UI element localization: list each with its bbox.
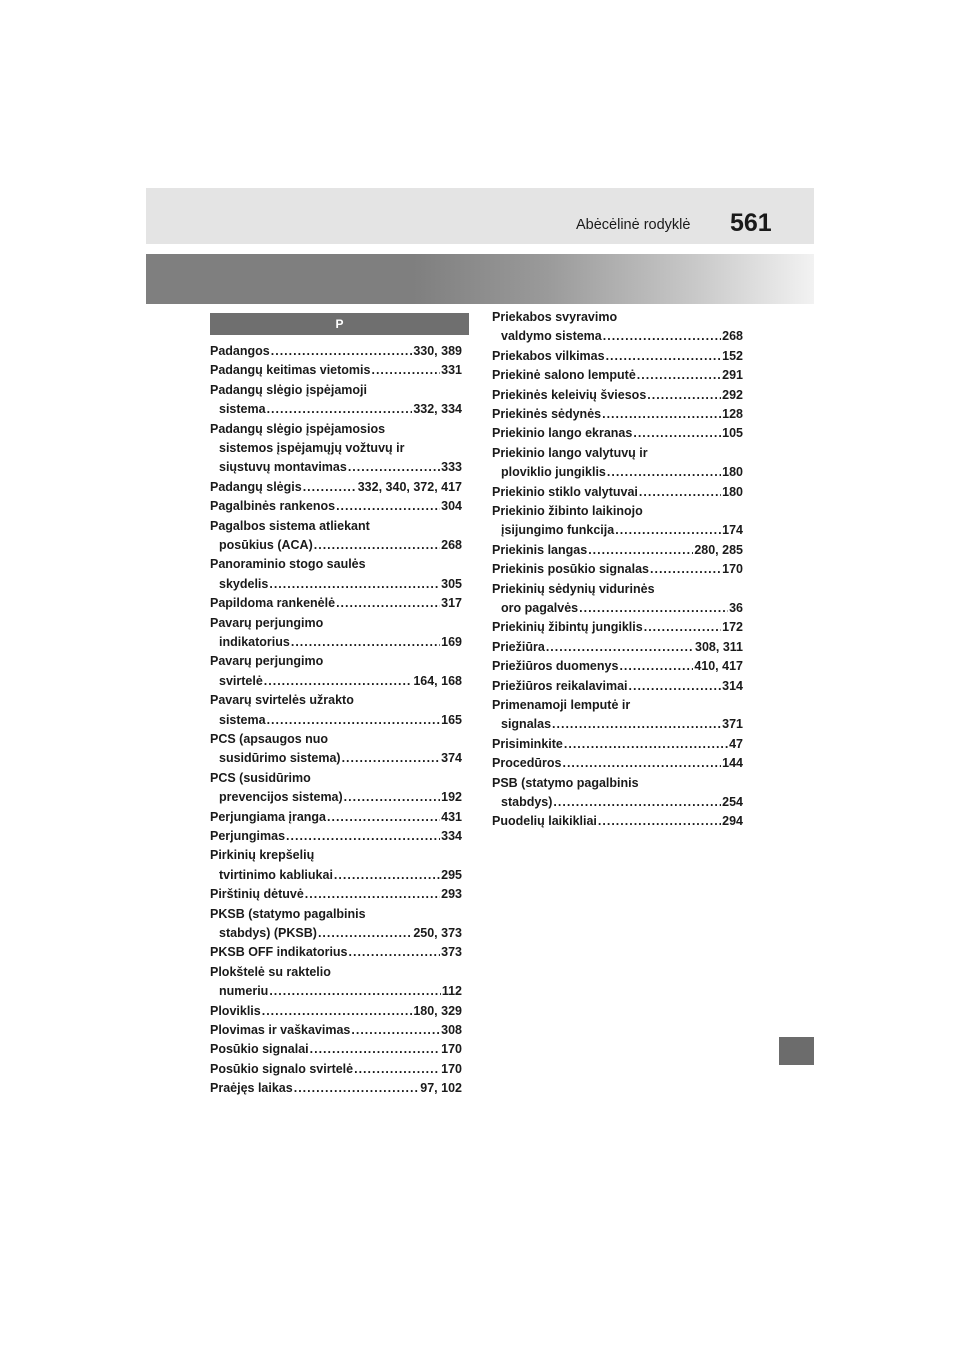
index-entry-line <box>210 1040 462 1059</box>
index-entry-pages: 332, 340, 372, 417 <box>357 479 462 494</box>
index-entry-term: Padangos <box>210 344 270 358</box>
dot-leader <box>607 463 721 482</box>
index-entry-term: Posūkio signalo svirtelė <box>210 1061 354 1076</box>
index-entry-pages: 295 <box>441 867 462 882</box>
dot-leader <box>562 754 721 773</box>
index-entry-line <box>210 885 462 904</box>
index-entry-pages: 192 <box>441 790 462 805</box>
index-entry-term-line: Priekabos svyravimo <box>492 310 618 324</box>
index-entry-term: sistema <box>219 402 266 417</box>
dot-leader <box>349 943 441 962</box>
index-entry-term-line: Plokštelė su raktelio <box>210 964 331 979</box>
index-entry-line <box>501 793 743 812</box>
page-number: 561 <box>730 209 772 237</box>
index-entry-term: signalas <box>501 717 552 732</box>
index-entry-term-line: Panoraminio stogo saulės <box>210 557 366 572</box>
index-entry-line <box>219 982 462 1001</box>
dot-leader <box>303 478 357 497</box>
dot-leader <box>342 749 441 768</box>
index-entry-term: Priekinio stiklo valytuvai <box>492 484 638 499</box>
index-entry-term: stabdys) <box>501 795 553 809</box>
index-entry-pages: 268 <box>441 538 462 552</box>
index-entry-term: valdymo sistema <box>501 329 602 344</box>
index-entry-term: Plovimas ir vaškavimas <box>210 1023 351 1037</box>
section-letter-header <box>210 313 469 335</box>
dot-leader <box>269 575 440 594</box>
index-entry-pages: 105 <box>722 426 743 441</box>
index-entry-pages: 254 <box>722 795 743 809</box>
index-entry-line <box>501 463 743 482</box>
index-entry-pages: 170 <box>441 1061 462 1076</box>
index-entry-line <box>210 1002 462 1021</box>
index-entry-line <box>501 715 743 734</box>
index-entry-pages: 374 <box>441 751 462 766</box>
dot-leader <box>318 924 412 943</box>
section-letter: P <box>335 317 344 331</box>
index-entry-term: PKSB OFF indikatorius <box>210 945 348 960</box>
index-entry-term: Procedūros <box>492 756 562 771</box>
dot-leader <box>644 618 721 637</box>
index-entry-pages: 128 <box>722 407 743 421</box>
index-entry-pages: 97, 102 <box>420 1081 462 1096</box>
index-entry-term: tvirtinimo kabliukai <box>219 867 333 882</box>
index-entry-term: Priekinis posūkio signalas <box>492 562 650 577</box>
index-entry-term: prevencijos sistema) <box>219 790 343 805</box>
index-entry-pages: 308 <box>441 1023 462 1037</box>
dot-leader <box>336 594 440 613</box>
index-entry-line <box>219 633 462 652</box>
index-entry-term-line: Pavarų perjungimo <box>210 654 324 669</box>
index-entry-term: Priekinės sėdynės <box>492 407 602 421</box>
index-entry-term: Pirštinių dėtuvė <box>210 887 304 902</box>
index-entry-pages: 317 <box>441 596 462 611</box>
index-entry-pages: 47 <box>729 736 743 751</box>
index-entry-line <box>492 812 743 831</box>
index-entry-term: Padangų keitimas vietomis <box>210 363 371 378</box>
index-entry-term-line: Pavarų perjungimo <box>210 615 324 630</box>
dot-leader <box>267 711 441 730</box>
index-entry-term-line: Priekinio lango valytuvų ir <box>492 445 648 460</box>
index-entry-line <box>492 347 743 366</box>
index-entry-line <box>219 672 462 691</box>
index-entry-pages: 371 <box>722 717 743 732</box>
dot-leader <box>314 536 440 555</box>
index-entry-term: Priekabos vilkimas <box>492 348 605 363</box>
index-entry-pages: 333 <box>441 460 462 475</box>
dot-leader <box>286 827 440 846</box>
index-entry-line <box>219 400 462 419</box>
index-entry-term: Priežiūros reikalavimai <box>492 678 628 693</box>
index-entry-term-line: PKSB (statymo pagalbinis <box>210 906 366 921</box>
index-entry-pages: 152 <box>722 348 743 363</box>
index-entry-pages: 334 <box>441 829 462 843</box>
index-entry-line <box>219 788 462 807</box>
index-entry-pages: 174 <box>722 523 743 538</box>
dot-leader <box>294 1079 420 1098</box>
index-entry-term: Puodelių laikikliai <box>492 814 597 829</box>
dot-leader <box>606 347 722 366</box>
index-entry-term: indikatorius <box>219 635 290 649</box>
index-entry-line <box>219 749 462 768</box>
index-entry-pages: 36 <box>729 601 743 615</box>
dot-leader <box>336 497 440 516</box>
dot-leader <box>351 1021 440 1040</box>
index-entry-pages: 164, 168 <box>413 673 462 688</box>
index-entry-line <box>210 361 462 380</box>
index-entry-pages: 292 <box>722 387 743 402</box>
index-entry-pages: 314 <box>722 678 743 693</box>
index-entry-line <box>219 866 462 885</box>
dot-leader <box>305 885 440 904</box>
index-entry-line <box>210 497 462 516</box>
index-entry-term: Priekinio lango ekranas <box>492 426 633 441</box>
dot-leader <box>564 735 728 754</box>
index-entry-pages: 165 <box>441 712 462 727</box>
dot-leader <box>344 788 440 807</box>
index-entry-pages: 410, 417 <box>694 659 743 674</box>
index-entry-pages: 330, 389 <box>413 344 462 358</box>
header-title: Abėcėlinė rodyklė <box>576 217 691 233</box>
index-entry-line <box>501 599 743 618</box>
index-entry-line <box>219 924 462 943</box>
index-entry-term: Priežiūra <box>492 639 545 654</box>
index-entry-line <box>219 711 462 730</box>
index-entry-pages: 304 <box>441 499 462 514</box>
index-entry-line <box>210 1060 462 1079</box>
index-entry-line <box>492 405 743 424</box>
index-entry-term: Priežiūros duomenys <box>492 659 619 674</box>
index-entry-term: Posūkio signalai <box>210 1042 309 1057</box>
index-entry-line <box>492 560 743 579</box>
index-entry-pages: 180 <box>722 465 743 480</box>
index-entry-term-line: Padangų slėgio įspėjamosios <box>210 421 386 436</box>
index-entry-line <box>492 424 743 443</box>
index-entry-term-line: PSB (statymo pagalbinis <box>492 775 639 790</box>
index-entry-term-line: sistemos įspėjamųjų vožtuvų ir <box>219 441 405 455</box>
dot-leader <box>647 386 721 405</box>
index-entry-line <box>492 618 743 637</box>
dot-leader <box>262 1002 413 1021</box>
index-entry-term: Padangų slėgis <box>210 479 302 494</box>
index-entry-pages: 291 <box>722 368 743 383</box>
index-entry-line <box>492 735 743 754</box>
index-entry-term: Priekinės keleivių šviesos <box>492 387 647 402</box>
dot-leader <box>334 866 440 885</box>
index-entry-pages: 308, 311 <box>695 639 743 654</box>
dot-leader <box>629 677 722 696</box>
index-entry-line <box>219 575 462 594</box>
index-entry-pages: 268 <box>722 329 743 344</box>
index-entry-line <box>501 327 743 346</box>
index-entry-term: Papildoma rankenėlė <box>210 596 336 611</box>
dot-leader <box>291 633 440 652</box>
index-entry-term-line: Padangų slėgio įspėjamoji <box>210 382 367 397</box>
index-entry-term-line: Pagalbos sistema atliekant <box>210 518 370 533</box>
index-entry-term: Perjungimas <box>210 829 286 843</box>
index-entry-term: numeriu <box>219 984 269 999</box>
index-entry-term: Priekinė salono lemputė <box>492 368 636 383</box>
index-entry-term: oro pagalvės <box>501 601 579 615</box>
index-entry-term-line: PCS (susidūrimo <box>210 770 311 785</box>
index-entry-term: Prisiminkite <box>492 736 563 751</box>
dot-leader <box>264 672 413 691</box>
dot-leader <box>546 638 694 657</box>
index-entry-line <box>210 1079 462 1098</box>
dot-leader <box>552 715 721 734</box>
index-entry-line <box>210 594 462 613</box>
index-entry-pages: 112 <box>441 984 462 999</box>
index-entry-term-line: Primenamoji lemputė ir <box>492 698 631 712</box>
dot-leader <box>650 560 721 579</box>
dot-leader <box>348 458 440 477</box>
index-entry-term: Pagalbinės rankenos <box>210 499 336 514</box>
dot-leader <box>603 327 721 346</box>
index-entry-line <box>219 536 462 555</box>
dot-leader <box>310 1040 441 1059</box>
index-entry-term: susidūrimo sistema) <box>219 751 341 766</box>
dot-leader <box>267 400 413 419</box>
dot-leader <box>639 483 721 502</box>
index-entry-line <box>492 366 743 385</box>
index-entry-line <box>210 1021 462 1040</box>
index-entry-pages: 280, 285 <box>694 542 743 557</box>
dot-leader <box>598 812 721 831</box>
index-entry-pages: 294 <box>722 814 743 829</box>
index-entry-line <box>210 827 462 846</box>
index-entry-pages: 431 <box>441 809 462 824</box>
index-entry-term-line: Priekinio žibinto laikinojo <box>492 504 643 518</box>
index-entry-term: įsijungimo funkcija <box>501 523 615 538</box>
index-entry-pages: 305 <box>441 576 462 591</box>
dot-leader <box>615 521 721 540</box>
chapter-tab <box>779 1037 814 1065</box>
index-entry-term: Praėjęs laikas <box>210 1081 293 1096</box>
dot-leader <box>619 657 693 676</box>
decorative-gradient-bar <box>146 254 814 304</box>
index-entry-line <box>492 754 743 773</box>
index-entry-pages: 373 <box>441 945 462 960</box>
dot-leader <box>579 599 728 618</box>
index-entry-pages: 170 <box>722 562 743 577</box>
dot-leader <box>271 342 413 361</box>
index-entry-pages: 332, 334 <box>413 402 462 417</box>
index-entry-pages: 250, 373 <box>413 926 462 940</box>
index-entry-line <box>492 386 743 405</box>
index-entry-pages: 170 <box>441 1042 462 1057</box>
index-entry-term-line: Pirkinių krepšelių <box>210 848 315 863</box>
index-entry-line <box>210 342 462 361</box>
index-entry-line <box>219 458 462 477</box>
dot-leader <box>588 541 693 560</box>
index-entry-term: sistema <box>219 712 266 727</box>
index-entry-term: siųstuvų montavimas <box>219 460 347 475</box>
index-entry-line <box>492 483 743 502</box>
index-entry-pages: 180, 329 <box>413 1003 462 1018</box>
index-entry-line <box>492 657 743 676</box>
index-entry-term: Priekinis langas <box>492 542 588 557</box>
index-entry-term-line: PCS (apsaugos nuo <box>210 732 329 746</box>
index-entry-pages: 293 <box>441 887 462 902</box>
index-entry-term: Priekinių žibintų jungiklis <box>492 620 643 635</box>
dot-leader <box>269 982 441 1001</box>
index-entry-term: stabdys) (PKSB) <box>219 926 317 940</box>
dot-leader <box>602 405 721 424</box>
index-entry-term: Perjungiama įranga <box>210 809 327 824</box>
dot-leader <box>637 366 721 385</box>
index-entry-pages: 180 <box>722 484 743 499</box>
index-entry-term-line: Priekinių sėdynių vidurinės <box>492 581 655 596</box>
index-entry-pages: 172 <box>722 620 743 635</box>
index-entry-line <box>492 677 743 696</box>
dot-leader <box>553 793 721 812</box>
index-entry-term: Ploviklis <box>210 1003 261 1018</box>
index-entry-term: skydelis <box>219 576 269 591</box>
index-entry-term: posūkius (ACA) <box>219 538 313 552</box>
index-entry-line <box>210 478 462 497</box>
dot-leader <box>633 424 721 443</box>
index-entry-term-line: Pavarų svirtelės užrakto <box>210 693 354 708</box>
dot-leader <box>354 1060 440 1079</box>
index-entry-line <box>492 541 743 560</box>
index-entry-term: svirtelė <box>219 673 263 688</box>
index-entry-term: ploviklio jungiklis <box>501 465 606 480</box>
index-entry-pages: 144 <box>722 756 743 771</box>
index-entry-line <box>210 943 462 962</box>
dot-leader <box>327 808 440 827</box>
index-entry-pages: 331 <box>441 363 462 378</box>
index-entry-line <box>492 638 743 657</box>
index-entry-pages: 169 <box>441 635 462 649</box>
index-entry-line <box>501 521 743 540</box>
dot-leader <box>371 361 440 380</box>
index-entry-line <box>210 808 462 827</box>
header-band <box>146 188 814 244</box>
